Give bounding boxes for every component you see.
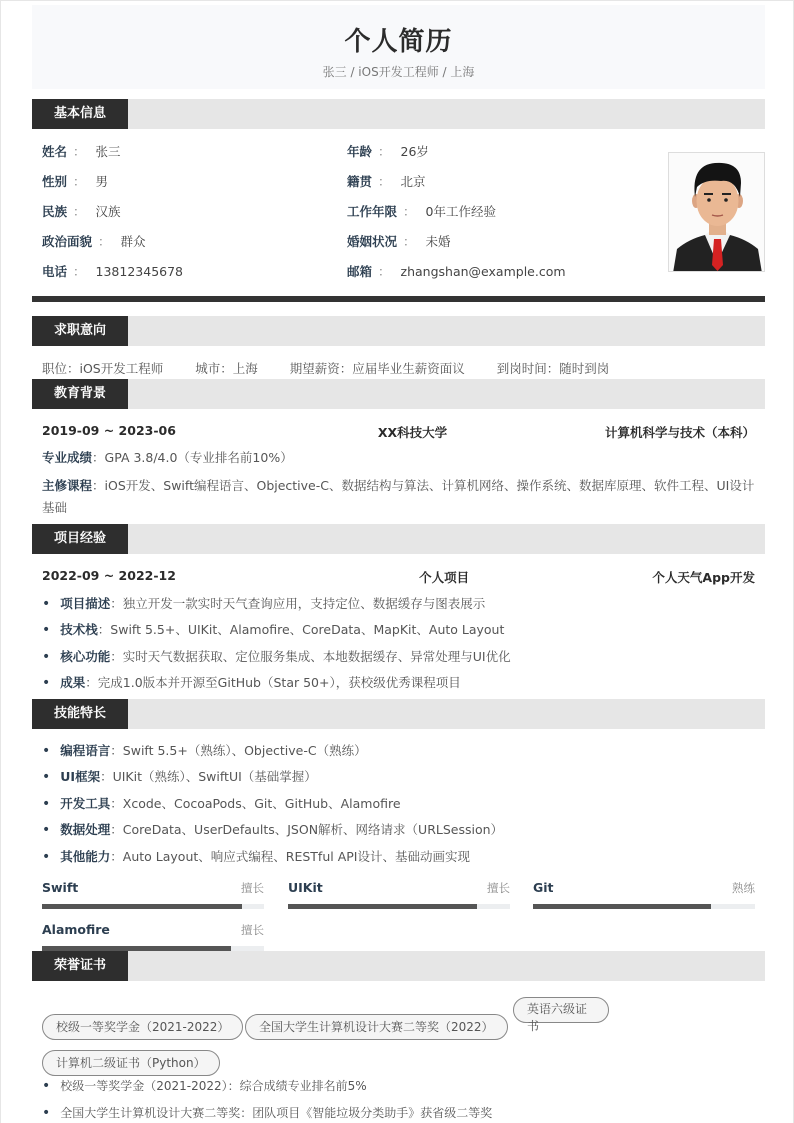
info-value: 未婚 — [425, 234, 451, 249]
skill-bullet — [42, 820, 503, 838]
section-title: 基本信息 — [32, 99, 128, 129]
colon: ： — [73, 174, 86, 189]
page-title: 个人简历 — [344, 27, 453, 57]
section-header-honors — [32, 951, 765, 981]
section-title: 求职意向 — [32, 316, 128, 346]
bullet-text: ：CoreData、UserDefaults、JSON解析、网络请求（URLSession） — [110, 822, 504, 837]
info-value: 0年工作经验 — [425, 204, 496, 219]
info-email — [347, 262, 566, 282]
progress-bar — [42, 904, 264, 909]
skill-name: Alamofire — [42, 922, 110, 937]
education-school: XX科技大学 — [377, 425, 448, 440]
info-label: 民族 — [42, 204, 68, 219]
bullet-label: 核心功能 — [60, 649, 111, 664]
section-title: 技能特长 — [32, 699, 128, 729]
skill-bullet — [42, 767, 317, 785]
info-label: 籍贯 — [347, 174, 373, 189]
section-title: 教育背景 — [32, 379, 128, 409]
project-bullet — [42, 594, 485, 612]
intent-salary: 期望薪资：应届毕业生薪资面议 — [289, 361, 465, 376]
bullet-text: ：Swift 5.5+、UIKit、Alamofire、CoreData、MapKit、Auto Layout — [97, 622, 505, 637]
info-phone — [42, 262, 183, 282]
skill-bullet — [42, 741, 367, 759]
colon: ： — [378, 264, 391, 279]
info-label: 邮箱 — [347, 264, 373, 279]
colon: ： — [378, 174, 391, 189]
education-entry-header — [42, 423, 755, 441]
bullet-label: 开发工具 — [60, 796, 111, 811]
skill-level: 擅长 — [241, 923, 264, 937]
education-courses — [42, 475, 757, 519]
skill-name: UIKit — [288, 880, 323, 895]
honor-bullet — [42, 1077, 367, 1094]
section-title: 项目经验 — [32, 524, 128, 554]
courses-label: 主修课程 — [42, 478, 93, 493]
info-label: 性别 — [42, 174, 68, 189]
bullet-text: 校级一等奖学金（2021-2022）：综合成绩专业排名前5% — [60, 1079, 367, 1093]
honor-tag: 计算机二级证书（Python） — [42, 1050, 220, 1076]
colon: ： — [73, 204, 86, 219]
skill-name: Swift — [42, 880, 79, 895]
bullet-label: UI框架 — [60, 769, 101, 784]
section-title: 荣誉证书 — [32, 951, 128, 981]
info-value: 男 — [95, 174, 109, 189]
bullet-label: 数据处理 — [60, 822, 111, 837]
courses-value: ：iOS开发、Swift编程语言、Objective-C、数据结构与算法、计算机网络、操作系统、数据库原理、软件工程、UI设计基础 — [42, 478, 755, 515]
bullet-text: ：UIKit（熟练）、SwiftUI（基础掌握） — [100, 769, 317, 784]
skill-name: Git — [533, 880, 554, 895]
progress-bar — [533, 904, 755, 909]
progress-bar — [288, 904, 510, 909]
section-header-basic — [32, 99, 765, 129]
resume-header — [32, 5, 765, 89]
skill-bullet — [42, 794, 401, 812]
skill-level: 熟练 — [732, 881, 755, 895]
info-value: 群众 — [120, 234, 146, 249]
bullet-text: ：Auto Layout、响应式编程、RESTful API设计、基础动画实现 — [110, 849, 470, 864]
skill-bullet — [42, 847, 470, 865]
info-label: 婚姻状况 — [347, 234, 398, 249]
bullet-label: 技术栈 — [60, 622, 98, 637]
info-political-status — [42, 232, 146, 252]
project-entry-header — [42, 568, 755, 586]
info-value: 汉族 — [95, 204, 121, 219]
info-label: 政治面貌 — [42, 234, 93, 249]
skill-bar-uikit — [288, 880, 510, 909]
section-header-education — [32, 379, 765, 409]
project-name: 个人天气App开发 — [652, 570, 755, 585]
info-label: 电话 — [42, 264, 68, 279]
education-period: 2019-09 ~ 2023-06 — [42, 423, 176, 438]
intent-city: 城市：上海 — [195, 361, 258, 376]
project-bullet — [42, 620, 504, 638]
bullet-text: ：实时天气数据获取、定位服务集成、本地数据缓存、异常处理与UI优化 — [110, 649, 511, 664]
intent-arrival: 到岗时间：随时到岗 — [496, 361, 610, 376]
skill-bar-alamofire — [42, 922, 264, 951]
info-value: 北京 — [400, 174, 426, 189]
skill-bar-git — [533, 880, 755, 909]
divider — [32, 296, 765, 302]
section-header-projects — [32, 524, 765, 554]
colon: ： — [73, 264, 86, 279]
progress-fill — [288, 904, 477, 909]
colon: ： — [73, 144, 86, 159]
info-value: 张三 — [95, 144, 121, 159]
section-header-intent — [32, 316, 765, 346]
bullet-label: 其他能力 — [60, 849, 111, 864]
intent-position: 职位：iOS开发工程师 — [42, 361, 164, 376]
project-bullet — [42, 673, 461, 691]
progress-fill — [533, 904, 711, 909]
bullet-label: 编程语言 — [60, 743, 111, 758]
bullet-label: 项目描述 — [60, 596, 111, 611]
gpa-value: ：GPA 3.8/4.0（专业排名前10%） — [92, 450, 293, 465]
education-major: 计算机科学与技术（本科） — [604, 425, 755, 440]
info-name — [42, 142, 121, 162]
honor-tag: 校级一等奖学金（2021-2022） — [42, 1014, 243, 1040]
info-marital-status — [347, 232, 451, 252]
page-subtitle: 张三 / iOS开发工程师 / 上海 — [322, 65, 475, 79]
honor-tag: 英语六级证书 — [513, 997, 609, 1023]
info-value: 26岁 — [400, 144, 429, 159]
colon: ： — [403, 234, 416, 249]
info-value: 13812345678 — [95, 264, 184, 279]
info-work-years — [347, 202, 496, 222]
bullet-text: ：Xcode、CocoaPods、Git、GitHub、Alamofire — [110, 796, 401, 811]
skill-level: 擅长 — [487, 881, 510, 895]
info-hometown — [347, 172, 426, 192]
honor-tag: 全国大学生计算机设计大赛二等奖（2022） — [245, 1014, 508, 1040]
project-period: 2022-09 ~ 2022-12 — [42, 568, 176, 583]
skill-level: 擅长 — [241, 881, 264, 895]
bullet-label: 成果 — [60, 675, 86, 690]
info-label: 工作年限 — [347, 204, 398, 219]
colon: ： — [378, 144, 391, 159]
email-link[interactable]: zhangshan@example.com — [400, 264, 566, 279]
honor-bullet — [42, 1104, 492, 1121]
bullet-text: ：完成1.0版本并开源至GitHub（Star 50+），获校级优秀课程项目 — [85, 675, 461, 690]
info-age — [347, 142, 429, 162]
skill-bar-swift — [42, 880, 264, 909]
info-label: 姓名 — [42, 144, 68, 159]
progress-fill — [42, 904, 242, 909]
colon: ： — [98, 234, 111, 249]
bullet-text: ：独立开发一款实时天气查询应用，支持定位、数据缓存与图表展示 — [110, 596, 486, 611]
info-ethnicity — [42, 202, 121, 222]
gpa-label: 专业成绩 — [42, 450, 93, 465]
education-gpa — [42, 447, 757, 469]
bullet-text: ：Swift 5.5+（熟练）、Objective-C（熟练） — [110, 743, 367, 758]
project-type: 个人项目 — [419, 570, 470, 585]
person-avatar-icon — [669, 153, 765, 272]
section-header-skills — [32, 699, 765, 729]
avatar-photo — [668, 152, 765, 272]
job-intent-row — [42, 359, 637, 377]
info-label: 年龄 — [347, 144, 373, 159]
colon: ： — [403, 204, 416, 219]
info-gender — [42, 172, 108, 192]
bullet-text: 全国大学生计算机设计大赛二等奖：团队项目《智能垃圾分类助手》获省级二等奖 — [60, 1106, 493, 1120]
project-bullet — [42, 647, 511, 665]
